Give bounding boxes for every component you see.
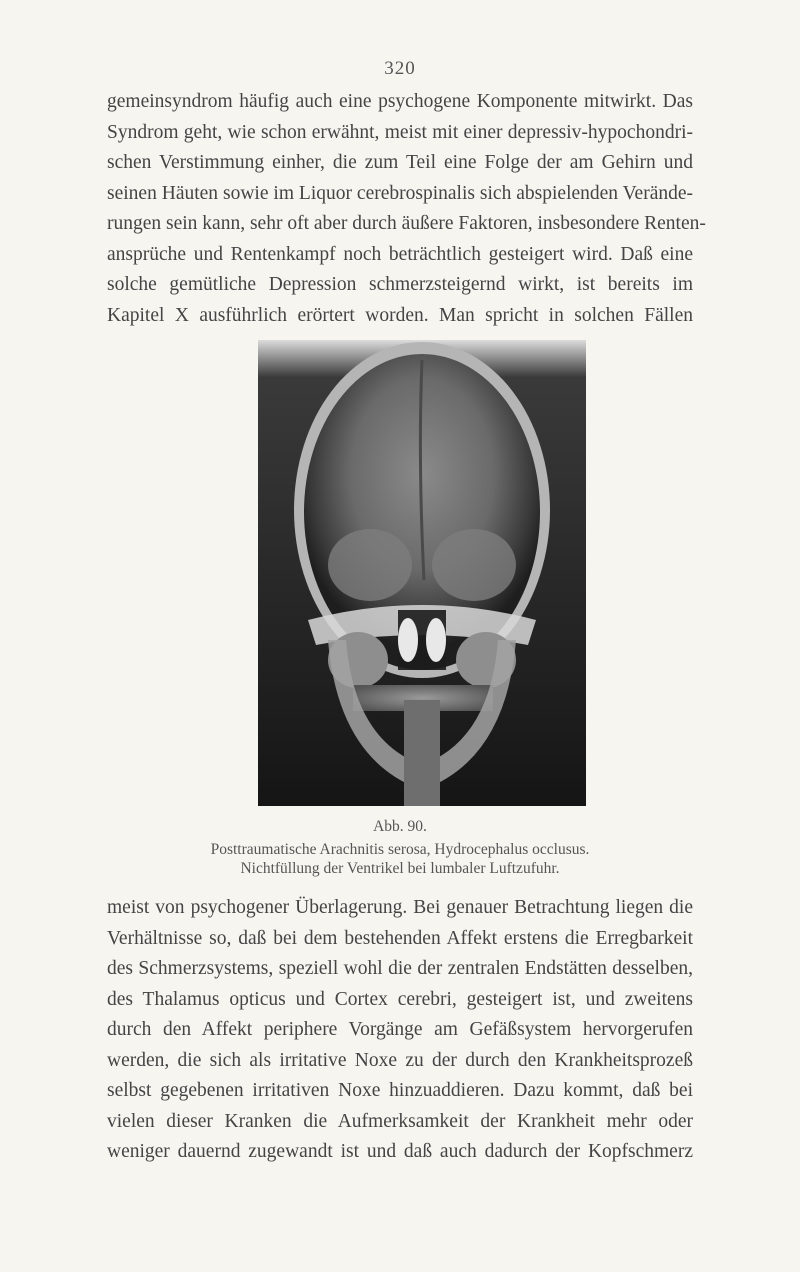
text-line: vielen dieser Kranken die Aufmerksamkeit der Krankheit mehr oder — [107, 1110, 693, 1132]
text-line: seinen Häuten sowie im Liquor cerebrospinalis sich abspielenden Verände- — [107, 182, 693, 204]
text-line: ansprüche und Rentenkampf noch beträchtlich gesteigert wird. Daß eine — [107, 243, 693, 265]
text-line: Kapitel X ausführlich erörtert worden. Man spricht in solchen Fällen — [107, 304, 693, 326]
text-line: solche gemütliche Depression schmerzsteigernd wirkt, ist bereits im — [107, 274, 693, 295]
text-line: werden, die sich als irritative Noxe zu der durch den Krankheitsprozeß — [107, 1049, 693, 1071]
text-line: selbst gegebenen irritativen Noxe hinzuaddieren. Dazu kommt, daß bei — [107, 1080, 693, 1101]
paragraph-top — [107, 87, 706, 331]
page-number: 320 — [384, 58, 416, 79]
paragraph-bottom — [107, 893, 693, 1168]
text-line: Syndrom geht, wie schon erwähnt, meist mit einer depressiv-hypochondri- — [107, 121, 693, 143]
xray-figure — [258, 340, 586, 806]
text-line: des Thalamus opticus und Cortex cerebri, gesteigert ist, und zweitens — [107, 988, 693, 1010]
text-line: rungen sein kann, sehr oft aber durch äußere Faktoren, insbesondere Renten- — [107, 213, 706, 234]
skull-xray-image — [258, 340, 586, 806]
text-line: gemeinsyndrom häufig auch eine psychogene Komponente mitwirkt. Das — [107, 91, 693, 112]
figure-caption-line-2: Nichtfüllung der Ventrikel bei lumbaler Luftzufuhr. — [240, 860, 560, 877]
text-line: meist von psychogener Überlagerung. Bei genauer Betrachtung liegen die — [107, 897, 693, 918]
text-line: schen Verstimmung einher, die zum Teil eine Folge der am Gehirn und — [107, 152, 693, 173]
text-line: Verhältnisse so, daß bei dem bestehenden Affekt erstens die Erregbarkeit — [107, 927, 693, 949]
text-line: weniger dauernd zugewandt ist und daß auch dadurch der Kopfschmerz — [107, 1141, 693, 1162]
figure-label: Abb. 90. — [373, 818, 427, 835]
text-line: durch den Affekt periphere Vorgänge am Gefäßsystem hervorgerufen — [107, 1019, 693, 1040]
figure-caption-line-1: Posttraumatische Arachnitis serosa, Hydrocephalus occlusus. — [210, 841, 590, 858]
text-line: des Schmerzsystems, speziell wohl die der zentralen Endstätten desselben, — [107, 958, 693, 979]
